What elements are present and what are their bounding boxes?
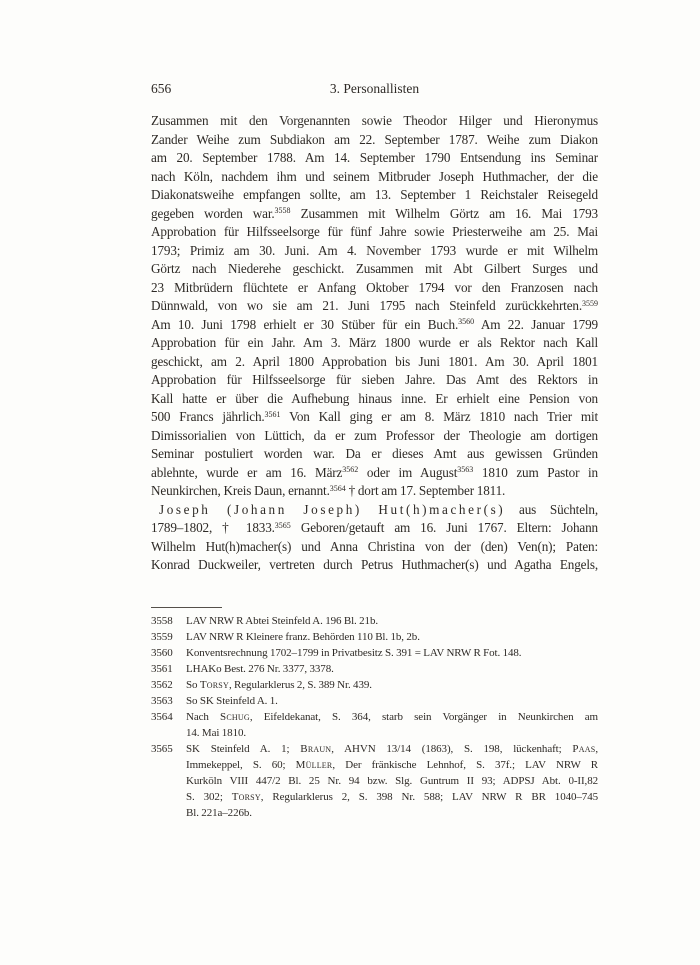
body-line: Am 10. Juni 1798 erhielt er 30 Stüber für ein Buch.$^{3560}$ Am 22. Januar 1799 (151, 316, 598, 332)
footnote-ref: 3563 (457, 465, 474, 474)
footnote-line: S. 302; Torsy, Regularklerus 2, S. 398 Nr. 588; LAV NRW R BR 1040–745 (186, 791, 598, 803)
body-line: Wilhelm Hut(h)macher(s) und Anna Christina von der (den) Ven(n); Paten: (151, 538, 598, 554)
footnote-text (186, 741, 598, 821)
footnote-text (186, 677, 598, 693)
page-number: 656 (151, 81, 172, 96)
footnote (151, 629, 598, 645)
footnote (151, 741, 598, 821)
footnote-line: Kurköln VIII 447/2 Bl. 25 Nr. 94 bzw. Slg. Guntrum II 93; ADPSJ Abt. 0-II,82 (186, 775, 598, 787)
footnote-number: 3565 (151, 743, 173, 755)
body-line: Zander Weihe zum Subdiakon am 22. September 1787. Weihe zum Diakon (151, 131, 598, 147)
footnote-text (186, 613, 598, 629)
footnote-list (151, 613, 598, 821)
body-line: Joseph (Johann Joseph) Hut(h)macher(s) aus Süchteln, (159, 501, 598, 517)
footnote-number: 3558 (151, 615, 173, 627)
footnote-text (186, 629, 598, 645)
running-head: 3. Personallisten (329, 81, 420, 96)
body-line: Diakonatsweihe empfangen sollte, am 13. September 1 Reichstaler Reisegeld (151, 187, 598, 202)
footnote-text (186, 693, 598, 709)
body-line: Görtz nach Niederehe geschickt. Zusammen mit Abt Gilbert Surges und (151, 261, 598, 276)
paragraph (151, 501, 598, 575)
body-line: Approbation für Hilfsseelsorge für fünf Jahre sowie Priesterweihe am 25. Mai (151, 224, 598, 239)
person-name: Joseph (Johann Joseph) Hut(h)macher(s) (159, 501, 506, 517)
body-line: Neunkirchen, Kreis Daun, ernannt.$^{3564}$ † dort am 17. September 1811. (151, 483, 506, 498)
body-line: Seminar postuliert worden war. Da er dieses Amt aus gewissen Gründen (151, 446, 598, 461)
footnote-line: Konventsrechnung 1702–1799 in Privatbesitz S. 391 = LAV NRW R Fot. 148. (186, 647, 522, 659)
body-text (151, 112, 598, 575)
footnote-line: So SK Steinfeld A. 1. (186, 695, 278, 707)
footnote-line: Nach Schug, Eifeldekanat, S. 364, starb sein Vorgänger in Neunkirchen am (186, 711, 598, 723)
footnote (151, 613, 598, 629)
body-line: gegeben worden war.$^{3558}$ Zusammen mit Wilhelm Görtz am 16. Mai 1793 (151, 205, 598, 221)
body-line: 1789–1802, † 1833.$^{3565}$ Geboren/getauft am 16. Juni 1767. Eltern: Johann (151, 520, 598, 535)
footnote-separator (151, 607, 222, 608)
footnote-line: So Torsy, Regularklerus 2, S. 389 Nr. 439. (186, 679, 372, 691)
footnote (151, 693, 598, 709)
footnote-line: 14. Mai 1810. (186, 727, 247, 739)
footnote (151, 645, 598, 661)
body-line: Zusammen mit den Vorgenannten sowie Theodor Hilger und Hieronymus (151, 113, 598, 128)
body-line: Dünnwald, von wo sie am 21. Juni 1795 nach Steinfeld zurückkehrten.$^{3559}$ (151, 298, 598, 313)
footnote-number: 3562 (151, 679, 173, 691)
footnote (151, 709, 598, 741)
body-line: 23 Mitbrüdern flüchtete er Anfang Oktober 1794 vor den Franzosen nach (151, 279, 598, 295)
body-line: Approbation für ein Jahr. Am 3. März 1800 wurde er als Rektor nach Kall (151, 335, 598, 350)
author-name: Müller (295, 759, 333, 771)
footnote-line: LAV NRW R Abtei Steinfeld A. 196 Bl. 21b. (186, 615, 379, 627)
body-line: Dimissorialien von Lüttich, da er zum Professor der Theologie am dortigen (151, 427, 598, 443)
footnote-number: 3561 (151, 663, 173, 675)
footnote-ref: 3561 (264, 409, 281, 419)
footnote-text (186, 709, 598, 741)
footnote (151, 661, 598, 677)
footnote-number: 3563 (151, 695, 173, 707)
footnote-line: LHAKo Best. 276 Nr. 3377, 3378. (186, 663, 334, 675)
footnote-ref: 3562 (342, 465, 359, 474)
footnote-text (186, 645, 598, 661)
paragraph (151, 112, 598, 501)
body-line: geschickt, am 2. April 1800 Approbation bis Juni 1801. Am 30. April 1801 (151, 353, 598, 369)
footnote (151, 677, 598, 693)
footnote-number: 3564 (151, 711, 173, 723)
body-line: am 20. September 1788. Am 14. September 1790 Entsendung ins Seminar (151, 150, 598, 165)
footnote-line: SK Steinfeld A. 1; Braun, AHVN 13/14 (1863), S. 198, lückenhaft; Paas, (186, 743, 598, 755)
author-name: Torsy (231, 791, 261, 803)
footnote-ref: 3564 (329, 483, 346, 493)
body-line: Approbation für Hilfsseelsorge für sieben Jahre. Das Amt des Rektors in (151, 372, 598, 387)
footnote-text (186, 661, 598, 677)
footnote-ref: 3560 (458, 317, 475, 326)
footnote-ref: 3565 (274, 520, 291, 530)
body-line: 1793; Primiz am 30. Juni. Am 4. November 1793 wurde er mit Wilhelm (151, 242, 598, 258)
footnote-number: 3559 (151, 631, 173, 643)
footnote-number: 3560 (151, 647, 173, 659)
footnote-line: LAV NRW R Kleinere franz. Behörden 110 Bl. 1b, 2b. (186, 631, 420, 643)
author-name: Braun (300, 743, 332, 755)
footnote-line: Bl. 221a–226b. (186, 807, 252, 819)
body-line: nach Köln, nachdem ihm und seinem Mitbruder Joseph Huthmacher, der die (151, 168, 598, 184)
body-line: Kall hatte er über die Aufhebung hinaus inne. Er erhielt eine Pension von (151, 390, 598, 406)
footnote-line: Immekeppel, S. 60; Müller, Der fränkische Lehnhof, S. 37f.; LAV NRW R (186, 759, 598, 771)
footnote-ref: 3559 (582, 298, 598, 308)
footnote-ref: 3558 (274, 206, 291, 215)
body-line: Konrad Duckweiler, vertreten durch Petrus Huthmacher(s) und Agatha Engels, (151, 557, 598, 572)
author-name: Paas (572, 743, 596, 755)
body-line: 500 Francs jährlich.$^{3561}$ Von Kall ging er am 8. März 1810 nach Trier mit (151, 409, 598, 424)
author-name: Schug (220, 711, 250, 723)
author-name: Torsy (199, 679, 229, 691)
body-line: ablehnte, wurde er am 16. März$^{3562}$ oder im August$^{3563}$ 1810 zum Pastor in (151, 464, 598, 480)
